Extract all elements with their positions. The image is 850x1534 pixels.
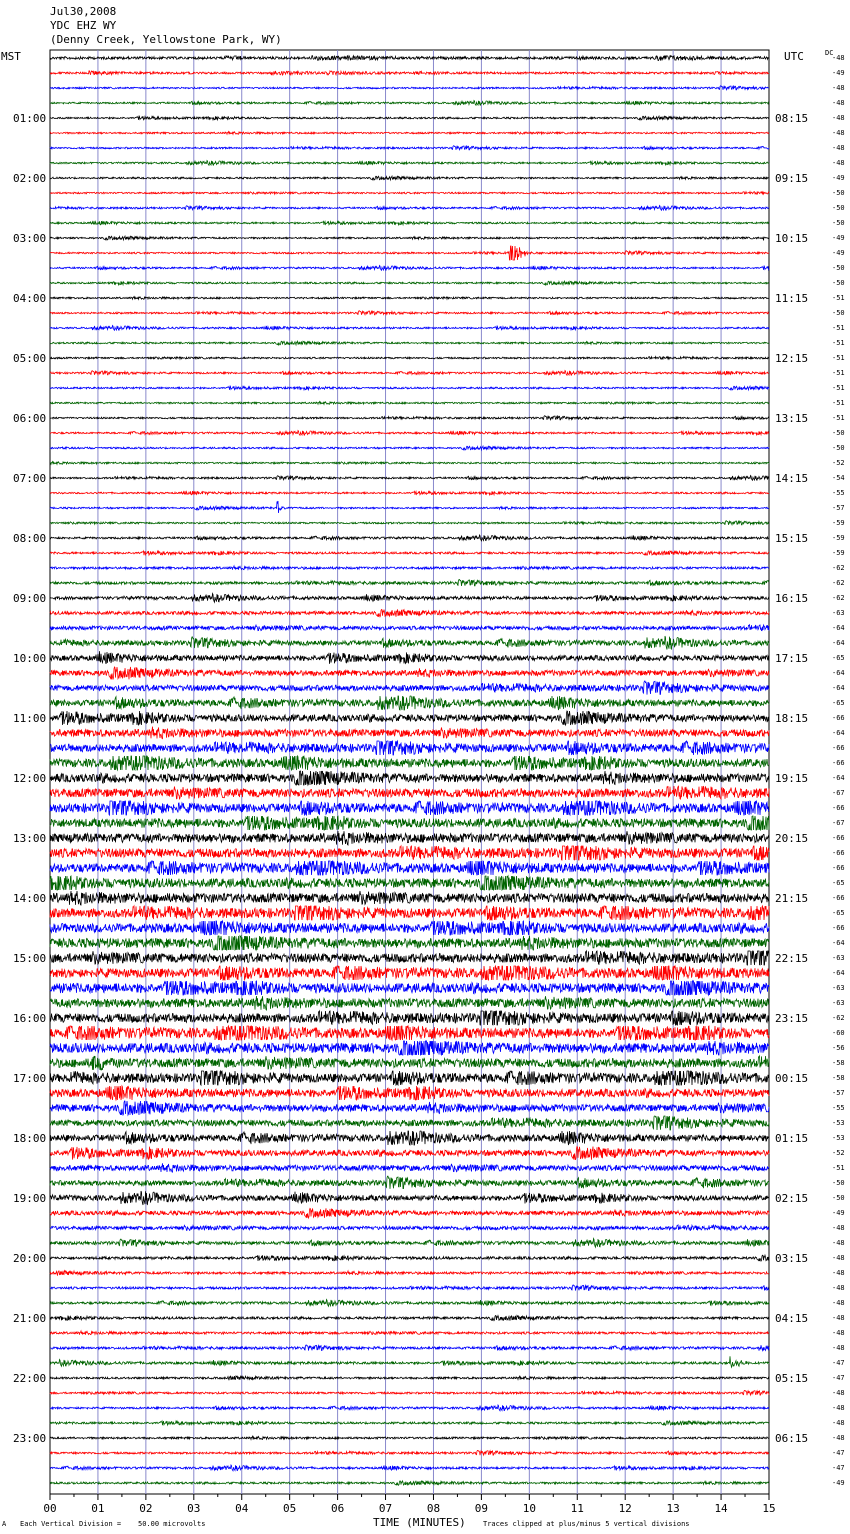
x-tick-label: 07 (378, 1502, 393, 1515)
utc-hour-label: 09:15 (775, 172, 809, 185)
trace-line (50, 146, 769, 150)
dc-offset-label: -57 (832, 1089, 845, 1097)
dc-offset-label: -66 (832, 744, 845, 752)
dc-offset-label: -48 (832, 1239, 845, 1247)
mst-hour-label: 21:00 (13, 1312, 47, 1325)
dc-offset-label: -50 (832, 279, 845, 287)
dc-offset-label: -49 (832, 234, 845, 242)
dc-offset-label: -48 (832, 1314, 845, 1322)
trace-line (50, 566, 769, 570)
trace-line (50, 101, 769, 106)
plot-frame (50, 50, 769, 1494)
footer-clip-note: Traces clipped at plus/minus 5 vertical divisions (483, 1520, 690, 1528)
dc-offset-label: -64 (832, 639, 845, 647)
trace-line (50, 521, 769, 525)
x-tick-label: 08 (426, 1502, 441, 1515)
dc-offset-label: -63 (832, 609, 845, 617)
x-tick-label: 12 (618, 1502, 632, 1515)
trace-line (50, 1225, 769, 1231)
dc-offset-label: -67 (832, 789, 845, 797)
trace-line (50, 1191, 769, 1205)
dc-offset-label: -63 (832, 984, 845, 992)
utc-hour-label: 01:15 (775, 1132, 809, 1145)
trace-line (50, 831, 769, 845)
mst-hour-label: 02:00 (13, 172, 47, 185)
utc-hour-label: 17:15 (775, 652, 809, 665)
dc-offset-label: -52 (832, 1149, 845, 1157)
dc-header-label: DC (825, 49, 834, 57)
trace-line (50, 402, 769, 405)
trace-line (50, 446, 769, 450)
utc-hour-label: 05:15 (775, 1372, 809, 1385)
dc-offset-label: -48 (832, 84, 845, 92)
trace-line (50, 326, 769, 331)
dc-offset-label: -50 (832, 264, 845, 272)
trace-line (50, 1163, 769, 1172)
trace-line (50, 681, 769, 695)
dc-offset-label: -47 (832, 1359, 845, 1367)
utc-hour-label: 13:15 (775, 412, 809, 425)
utc-hour-label: 18:15 (775, 712, 809, 725)
dc-offset-label: -59 (832, 534, 845, 542)
dc-offset-label: -48 (832, 1404, 845, 1412)
dc-offset-label: -66 (832, 849, 845, 857)
trace-line (50, 357, 769, 359)
dc-offset-label: -47 (832, 1449, 845, 1457)
dc-offset-label: -50 (832, 444, 845, 452)
mst-hour-label: 03:00 (13, 232, 47, 245)
x-tick-label: 04 (235, 1502, 249, 1515)
utc-hour-label: 06:15 (775, 1432, 809, 1445)
utc-hour-label: 19:15 (775, 772, 809, 785)
dc-offset-label: -50 (832, 1194, 845, 1202)
trace-line (50, 1208, 769, 1218)
trace-line (50, 1101, 769, 1115)
mst-hour-label: 18:00 (13, 1132, 47, 1145)
trace-line (50, 297, 769, 300)
trace-line (50, 756, 769, 770)
trace-line (50, 535, 769, 541)
utc-hour-label: 11:15 (775, 292, 809, 305)
utc-hour-label: 22:15 (775, 952, 809, 965)
dc-offset-label: -65 (832, 879, 845, 887)
trace-line (50, 176, 769, 180)
dc-offset-label: -50 (832, 204, 845, 212)
trace-line (50, 625, 769, 631)
trace-line (50, 281, 769, 285)
trace-line (50, 132, 769, 135)
dc-offset-label: -48 (832, 1284, 845, 1292)
dc-offset-label: -49 (832, 1209, 845, 1217)
dc-offset-label: -51 (832, 1164, 845, 1172)
dc-offset-label: -64 (832, 669, 845, 677)
dc-offset-label: -64 (832, 774, 845, 782)
x-tick-label: 03 (187, 1502, 201, 1515)
dc-offset-label: -48 (832, 1329, 845, 1337)
trace-line (50, 1011, 769, 1025)
dc-offset-label: -48 (832, 1224, 845, 1232)
trace-line (50, 476, 769, 481)
trace-line (50, 371, 769, 376)
x-tick-label: 14 (714, 1502, 728, 1515)
trace-line (50, 221, 769, 225)
mst-hour-label: 16:00 (13, 1012, 47, 1025)
mst-hour-label: 12:00 (13, 772, 47, 785)
trace-line (50, 1356, 769, 1367)
dc-offset-label: -59 (832, 519, 845, 527)
dc-offset-label: -48 (832, 159, 845, 167)
dc-offset-label: -64 (832, 729, 845, 737)
mst-hour-label: 11:00 (13, 712, 47, 725)
trace-line (50, 1041, 769, 1055)
x-tick-label: 09 (474, 1502, 489, 1515)
x-tick-label: 15 (762, 1502, 776, 1515)
trace-line (50, 1086, 769, 1100)
x-tick-label: 06 (330, 1502, 345, 1515)
trace-line (50, 651, 769, 664)
trace-line (50, 491, 769, 495)
trace-line (50, 55, 769, 60)
dc-offset-label: -62 (832, 594, 845, 602)
mst-hour-label: 08:00 (13, 532, 47, 545)
mst-hour-label: 13:00 (13, 832, 47, 845)
trace-line (50, 1056, 769, 1070)
x-tick-label: 11 (570, 1502, 584, 1515)
dc-offset-label: -66 (832, 864, 845, 872)
trace-line (50, 636, 769, 650)
dc-offset-label: -55 (832, 489, 845, 497)
dc-offset-label: -62 (832, 1014, 845, 1022)
dc-offset-label: -51 (832, 384, 845, 392)
trace-line (50, 1345, 769, 1351)
mst-hour-label: 19:00 (13, 1192, 47, 1205)
trace-line (50, 1316, 769, 1321)
dc-offset-label: -66 (832, 894, 845, 902)
trace-line (50, 1071, 769, 1085)
header-station: YDC EHZ WY (50, 19, 117, 32)
trace-line (50, 594, 769, 603)
utc-hour-label: 23:15 (775, 1012, 809, 1025)
trace-line (50, 1331, 769, 1335)
dc-offset-label: -50 (832, 309, 845, 317)
dc-offset-label: -66 (832, 714, 845, 722)
trace-line (50, 1300, 769, 1307)
x-tick-label: 10 (522, 1502, 536, 1515)
trace-line (50, 891, 769, 905)
dc-offset-label: -55 (832, 1104, 845, 1112)
trace-line (50, 1116, 769, 1130)
dc-offset-label: -66 (832, 804, 845, 812)
x-tick-label: 01 (91, 1502, 105, 1515)
footer-mark: A (2, 1520, 7, 1528)
dc-offset-label: -64 (832, 939, 845, 947)
dc-offset-label: -52 (832, 459, 845, 467)
trace-line (50, 462, 769, 465)
dc-offset-label: -50 (832, 429, 845, 437)
utc-hour-label: 21:15 (775, 892, 809, 905)
trace-line (50, 966, 769, 980)
dc-offset-label: -48 (832, 1344, 845, 1352)
dc-offset-label: -65 (832, 699, 845, 707)
dc-offset-label: -57 (832, 504, 845, 512)
trace-line (50, 1405, 769, 1411)
utc-hour-label: 15:15 (775, 532, 809, 545)
trace-line (50, 416, 769, 420)
dc-offset-label: -65 (832, 909, 845, 917)
trace-line (50, 846, 769, 860)
mst-hour-label: 15:00 (13, 952, 47, 965)
trace-line (50, 86, 769, 90)
dc-offset-label: -63 (832, 954, 845, 962)
dc-offset-label: -48 (832, 1434, 845, 1442)
dc-offset-label: -59 (832, 549, 845, 557)
trace-line (50, 386, 769, 390)
trace-line (50, 1285, 769, 1291)
dc-offset-label: -48 (832, 129, 845, 137)
dc-offset-label: -56 (832, 1044, 845, 1052)
dc-offset-label: -66 (832, 759, 845, 767)
mst-hour-label: 10:00 (13, 652, 47, 665)
utc-hour-label: 12:15 (775, 352, 809, 365)
dc-offset-label: -49 (832, 69, 845, 77)
dc-offset-label: -48 (832, 99, 845, 107)
trace-line (50, 996, 769, 1010)
trace-line (50, 1176, 769, 1189)
trace-line (50, 1436, 769, 1439)
x-axis-title: TIME (MINUTES) (373, 1516, 466, 1529)
dc-offset-label: -49 (832, 174, 845, 182)
trace-line (50, 1450, 769, 1455)
trace-line (50, 431, 769, 436)
mst-hour-label: 01:00 (13, 112, 47, 125)
header-location: (Denny Creek, Yellowstone Park, WY) (50, 33, 282, 46)
trace-line (50, 1465, 769, 1471)
dc-offset-label: -48 (832, 1419, 845, 1427)
trace-line (50, 1026, 769, 1040)
mst-hour-label: 23:00 (13, 1432, 47, 1445)
dc-offset-label: -51 (832, 294, 845, 302)
dc-offset-label: -49 (832, 1479, 845, 1487)
utc-hour-label: 16:15 (775, 592, 809, 605)
dc-offset-label: -64 (832, 684, 845, 692)
dc-offset-label: -50 (832, 189, 845, 197)
trace-line (50, 311, 769, 315)
dc-offset-label: -64 (832, 969, 845, 977)
utc-hour-label: 02:15 (775, 1192, 809, 1205)
trace-line (50, 1147, 769, 1160)
mst-hour-label: 09:00 (13, 592, 47, 605)
mst-hour-label: 20:00 (13, 1252, 47, 1265)
x-tick-label: 00 (43, 1502, 57, 1515)
trace-line (50, 161, 769, 166)
dc-offset-label: -51 (832, 369, 845, 377)
trace-line (50, 551, 769, 556)
header-date: Jul30,2008 (50, 5, 117, 18)
trace-line (50, 786, 769, 799)
trace-line (50, 696, 769, 710)
utc-hour-label: 00:15 (775, 1072, 809, 1085)
mst-hour-label: 05:00 (13, 352, 47, 365)
trace-line (50, 951, 769, 965)
utc-hour-label: 20:15 (775, 832, 809, 845)
trace-line (50, 1131, 769, 1145)
trace-line (50, 580, 769, 586)
trace-line (50, 1481, 769, 1486)
footer-scale-note: Each Vertical Division = 50.00 microvolts (20, 1520, 206, 1528)
dc-offset-label: -67 (832, 819, 845, 827)
trace-line (50, 1421, 769, 1426)
trace-line (50, 1255, 769, 1261)
trace-line (50, 741, 769, 755)
dc-offset-label: -48 (832, 54, 845, 62)
x-tick-label: 05 (283, 1502, 297, 1515)
mst-hour-label: 22:00 (13, 1372, 47, 1385)
trace-line (50, 116, 769, 120)
dc-offset-label: -54 (832, 474, 845, 482)
trace-line (50, 1376, 769, 1380)
trace-line (50, 981, 769, 995)
dc-offset-label: -51 (832, 399, 845, 407)
trace-line (50, 771, 769, 785)
trace-line (50, 1239, 769, 1248)
mst-hour-label: 14:00 (13, 892, 47, 905)
utc-hour-label: 14:15 (775, 472, 809, 485)
trace-line (50, 1390, 769, 1395)
mst-hour-label: 06:00 (13, 412, 47, 425)
trace-line (50, 936, 769, 950)
dc-offset-label: -51 (832, 324, 845, 332)
dc-offset-label: -48 (832, 114, 845, 122)
trace-line (50, 727, 769, 739)
x-tick-label: 13 (666, 1502, 680, 1515)
left-timezone-label: MST (1, 50, 21, 63)
trace-line (50, 906, 769, 920)
trace-line (50, 501, 769, 513)
trace-line (50, 609, 769, 616)
trace-line (50, 667, 769, 680)
utc-hour-label: 03:15 (775, 1252, 809, 1265)
trace-line (50, 236, 769, 240)
x-tick-label: 02 (139, 1502, 153, 1515)
dc-offset-label: -48 (832, 1389, 845, 1397)
trace-line (50, 341, 769, 345)
dc-offset-label: -49 (832, 249, 845, 257)
dc-offset-label: -47 (832, 1464, 845, 1472)
dc-offset-label: -66 (832, 834, 845, 842)
dc-offset-label: -64 (832, 624, 845, 632)
utc-hour-label: 04:15 (775, 1312, 809, 1325)
trace-line (50, 1271, 769, 1276)
dc-offset-label: -65 (832, 654, 845, 662)
dc-offset-label: -50 (832, 1179, 845, 1187)
trace-line (50, 246, 769, 260)
trace-line (50, 861, 769, 875)
trace-line (50, 876, 769, 890)
dc-offset-label: -63 (832, 999, 845, 1007)
mst-hour-label: 07:00 (13, 472, 47, 485)
utc-hour-label: 10:15 (775, 232, 809, 245)
dc-offset-label: -51 (832, 354, 845, 362)
dc-offset-label: -66 (832, 924, 845, 932)
dc-offset-label: -50 (832, 219, 845, 227)
trace-line (50, 266, 769, 271)
utc-hour-label: 08:15 (775, 112, 809, 125)
trace-line (50, 816, 769, 830)
trace-line (50, 801, 769, 815)
dc-offset-label: -51 (832, 339, 845, 347)
dc-offset-label: -60 (832, 1029, 845, 1037)
dc-offset-label: -47 (832, 1374, 845, 1382)
mst-hour-label: 04:00 (13, 292, 47, 305)
mst-hour-label: 17:00 (13, 1072, 47, 1085)
dc-offset-label: -48 (832, 1269, 845, 1277)
dc-offset-label: -51 (832, 414, 845, 422)
trace-line (50, 921, 769, 935)
trace-line (50, 192, 769, 194)
trace-line (50, 711, 769, 725)
dc-offset-label: -62 (832, 579, 845, 587)
dc-offset-label: -48 (832, 1299, 845, 1307)
dc-offset-label: -48 (832, 144, 845, 152)
trace-line (50, 206, 769, 211)
dc-offset-label: -58 (832, 1059, 845, 1067)
dc-offset-label: -58 (832, 1074, 845, 1082)
dc-offset-label: -62 (832, 564, 845, 572)
dc-offset-label: -48 (832, 1254, 845, 1262)
dc-offset-label: -53 (832, 1134, 845, 1142)
right-timezone-label: UTC (784, 50, 804, 63)
trace-line (50, 71, 769, 75)
dc-offset-label: -53 (832, 1119, 845, 1127)
